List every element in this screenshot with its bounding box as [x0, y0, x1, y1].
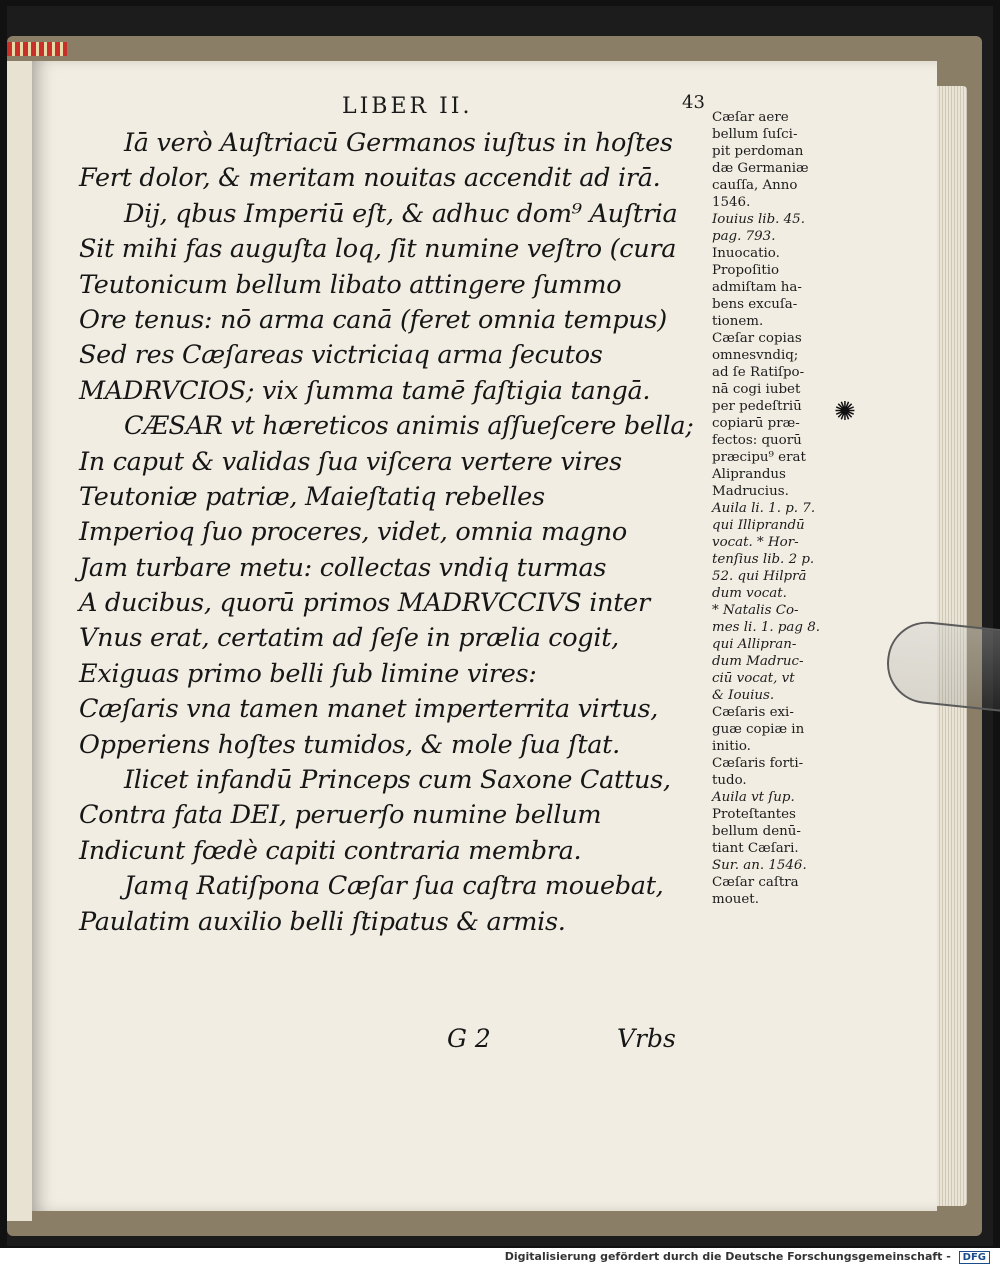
verse-line: Exiguas primo belli ſub limine vires: — [79, 658, 537, 689]
bookmark-ribbon — [7, 42, 67, 56]
verse-line: In caput & validas ſua viſcera vertere vires — [79, 446, 622, 477]
verse-line: CÆSAR vt hæreticos animis aſſueſcere bella; — [124, 411, 694, 442]
margin-citation: Auila vt ſup. — [712, 790, 795, 805]
left-page-edge — [7, 61, 32, 1221]
verse-line: Contra fata DEI, peruerſo numine bellum — [79, 800, 602, 831]
catchword: Vrbs — [617, 1024, 676, 1053]
verse-line: Jam turbare metu: collectas vndiq turmas — [79, 552, 607, 583]
margin-citation: Auila li. 1. p. 7. qui Illiprandū vocat. * Hor- tenſius lib. 2 p. 52. qui Hilprā dum vocat. * Natalis Co- mes li. 1. pag 8. qui Allipran- dum Madruc- ciū vocat, vt & Iouius. — [712, 501, 821, 703]
margin-notes — [712, 109, 827, 908]
verse-line: Teutoniæ patriæ, Maieſtatiq rebelles — [79, 481, 545, 512]
verse-line: MADRVCIOS; vix ſumma tamē faſtigia tangā. — [79, 375, 651, 406]
ink-blot-ornament: ✺ — [834, 397, 856, 427]
verse-line: Ore tenus: nō arma canā (feret omnia tempus) — [79, 304, 667, 335]
margin-note: Cæſar copias omnesvndiq; ad ſe Ratiſpo- nā cogi iubet per pedeſtriū copiarū præ- fectos: quorū præcipu⁹ erat Aliprandus Madrucius. — [712, 331, 806, 499]
margin-citation: Sur. an. 1546. — [712, 858, 807, 873]
verse-block — [79, 126, 719, 940]
verse-line: Opperiens hoſtes tumidos, & mole ſua ſtat. — [79, 729, 620, 760]
verse-line: Indicunt fœdè capiti contraria membra. — [79, 835, 582, 866]
running-head: LIBER II. — [342, 94, 473, 119]
margin-note: Inuocatio. — [712, 246, 780, 261]
margin-note: Propoſitio admiſtam ha- bens excuſa- tionem. — [712, 263, 802, 329]
margin-note: Proteſtantes bellum denū- tiant Cæſari. — [712, 807, 801, 856]
verse-line: Jamq Ratiſpona Cæſar ſua caſtra mouebat, — [124, 871, 664, 902]
verse-line: Fert dolor, & meritam nouitas accendit ad irā. — [79, 163, 661, 194]
verse-line: Imperioq ſuo proceres, videt, omnia magno — [79, 517, 627, 548]
margin-note: Cæſar caſtra mouet. — [712, 875, 799, 907]
verse-line: Iā verò Auſtriacū Germanos iuſtus in hoſtes — [124, 128, 673, 158]
verse-line: Sed res Cæſareas victriciaq arma ſecutos — [79, 340, 603, 371]
signature-mark: G 2 — [447, 1024, 491, 1053]
verse-line: A ducibus, quorū primos MADRVCCIVS inter — [79, 588, 650, 619]
margin-note: Cæſaris exi- guæ copiæ in initio. Cæſaris forti- tudo. — [712, 705, 805, 788]
verse-line: Dij, qbus Imperiū eſt, & adhuc dom⁹ Auſtria — [124, 198, 678, 229]
credit-label: Digitalisierung gefördert durch die Deutsche Forschungsgemeinschaft - — [504, 1250, 951, 1263]
verse-line: Sit mihi fas auguſta loq, ſit numine veſtro (cura — [79, 234, 677, 265]
credit-bar — [0, 1248, 1000, 1269]
credit-text — [505, 1250, 990, 1264]
margin-citation: Iouius lib. 45. pag. 793. — [712, 212, 805, 244]
margin-note: Cæſar aere bellum ſuſci- pit perdoman dæ Germaniæ cauſſa, Anno 1546. — [712, 110, 809, 210]
verse-line: Cæſaris vna tamen manet imperterrita virtus, — [79, 694, 659, 725]
verse-line: Ilicet infandū Princeps cum Saxone Cattus, — [124, 765, 671, 796]
verse-line: Paulatim auxilio belli ſtipatus & armis. — [79, 906, 566, 937]
dfg-logo[interactable]: DFG — [959, 1251, 990, 1264]
page-number: 43 — [682, 92, 705, 113]
verse-line: Teutonicum bellum libato attingere ſummo — [79, 269, 622, 300]
scan-frame — [7, 6, 993, 1246]
verse-line: Vnus erat, certatim ad ſeſe in prælia cogit, — [79, 623, 619, 654]
